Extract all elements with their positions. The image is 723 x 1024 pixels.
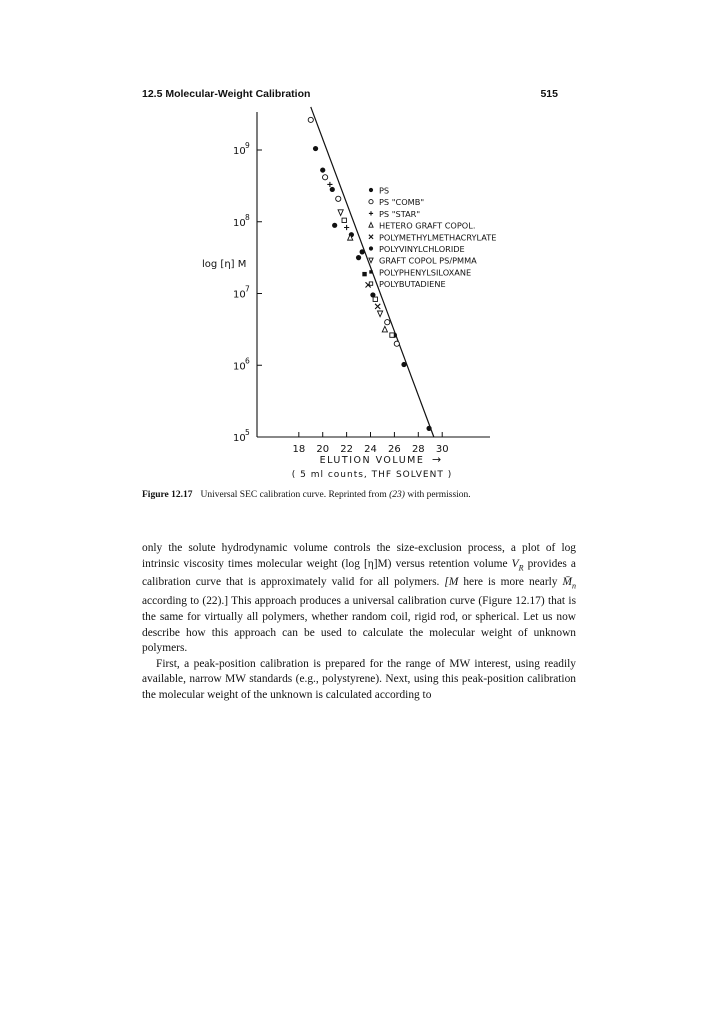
paragraph-1 <box>142 541 576 657</box>
legend-marker <box>369 258 373 263</box>
y-tick-label: 10 <box>233 217 246 229</box>
legend-marker <box>369 200 373 204</box>
data-point <box>338 210 343 216</box>
p1-text-c: here is more nearly <box>458 576 563 589</box>
y-tick-exponent: 6 <box>245 356 250 366</box>
y-tick-label: 10 <box>233 146 246 157</box>
data-point <box>360 249 365 254</box>
y-tick-exponent: 7 <box>245 284 250 294</box>
y-tick-label: 10 <box>233 289 246 301</box>
p1-mn-sub: n <box>572 581 576 591</box>
y-axis-label: log [η] M <box>202 259 247 270</box>
y-tick-exponent: 9 <box>245 141 250 150</box>
y-tick-label: 10 <box>233 361 246 373</box>
data-point <box>362 272 366 276</box>
p1-m: [M <box>444 576 459 589</box>
data-point <box>377 311 382 317</box>
data-point <box>342 218 346 222</box>
legend-marker <box>369 188 373 192</box>
data-point <box>323 175 328 180</box>
data-point <box>426 426 431 431</box>
legend-label: POLYVINYLCHLORIDE <box>379 244 465 254</box>
x-tick-label: 28 <box>411 444 425 455</box>
legend-label: HETERO GRAFT COPOL. <box>379 220 476 231</box>
data-point <box>375 304 380 309</box>
data-point <box>327 182 332 187</box>
p1-text-a: only the solute hydrodynamic volume controls the size-exclusion process, a plot of log intrinsic viscosity times molecular weight (log [η]M) versus retention volume <box>142 542 576 570</box>
p1-text-b: provides a calibration curve that is approximately valid for all polymers. <box>142 557 576 589</box>
legend-label: PS <box>379 185 390 196</box>
figure-caption <box>142 490 582 500</box>
legend-label: POLYPHENYLSILOXANE <box>379 267 472 278</box>
data-point <box>344 225 349 230</box>
legend-label: POLYMETHYLMETHACRYLATE <box>379 232 497 243</box>
data-point <box>332 223 337 228</box>
legend-label: GRAFT COPOL PS/PMMA <box>379 255 477 266</box>
legend-marker <box>369 211 373 215</box>
data-point <box>385 320 390 325</box>
legend-marker <box>369 270 372 273</box>
legend-label: PS "STAR" <box>379 208 421 219</box>
p1-mn: M̄ <box>562 576 572 589</box>
legend-marker <box>369 235 373 239</box>
y-tick-exponent: 5 <box>245 428 250 437</box>
paragraph-2: First, a peak-position calibration is prepared for the range of MW interest, using readily available, narrow MW standards (e.g., polystyrene). Next, using this peak-position calibration the molecular weight of the unknown is calculated according to <box>142 657 576 701</box>
chart-legend <box>369 186 497 290</box>
body-text <box>142 541 576 704</box>
figure-label: Figure 12.17 <box>142 490 193 500</box>
x-tick-label: 18 <box>292 444 306 455</box>
data-point <box>401 362 406 367</box>
p1-text-d: according to (22).] This approach produces a universal calibration curve (Figure 12.17) that is the same for virtually all polymers, whether random coil, rigid rod, or spherical. Let us now describe how this approach can be used to calculate the molecular weight of unknown polymers. <box>142 595 576 655</box>
caption-text: Universal SEC calibration curve. Reprinted from <box>200 490 387 500</box>
data-point <box>330 187 335 192</box>
legend-label: PS "COMB" <box>379 197 425 208</box>
data-point <box>313 146 318 151</box>
legend-label: POLYBUTADIENE <box>379 279 446 290</box>
section-title: 12.5 Molecular-Weight Calibration <box>142 88 311 100</box>
data-point <box>308 117 313 122</box>
y-tick-exponent: 8 <box>245 212 250 222</box>
data-point <box>382 326 387 332</box>
data-point <box>373 297 377 301</box>
data-point <box>336 196 341 201</box>
x-tick-label: 26 <box>388 444 401 455</box>
x-tick-label: 20 <box>316 444 330 455</box>
x-tick-label: 30 <box>435 444 449 455</box>
p1-retention-volume: V <box>511 557 519 570</box>
legend-marker <box>369 246 373 250</box>
x-axis-sublabel: ( 5 ml counts, THF SOLVENT ) <box>291 470 453 480</box>
x-axis-arrow: → <box>432 453 442 466</box>
data-point <box>390 333 394 337</box>
p1-retention-volume-sub: R <box>518 562 524 572</box>
caption-ref: (23) <box>389 490 405 500</box>
calibration-chart <box>0 0 723 480</box>
x-axis-label: ELUTION VOLUME <box>319 455 425 466</box>
legend-marker <box>369 223 373 228</box>
legend-marker <box>369 282 372 285</box>
chart-axes <box>233 112 490 455</box>
x-tick-label: 22 <box>340 444 353 455</box>
x-tick-label: 24 <box>364 444 377 455</box>
caption-tail: with permission. <box>407 490 471 500</box>
data-point <box>320 167 325 172</box>
data-point <box>394 341 399 346</box>
page-number: 515 <box>540 88 558 100</box>
data-point <box>356 255 361 260</box>
y-tick-label: 10 <box>233 433 246 444</box>
